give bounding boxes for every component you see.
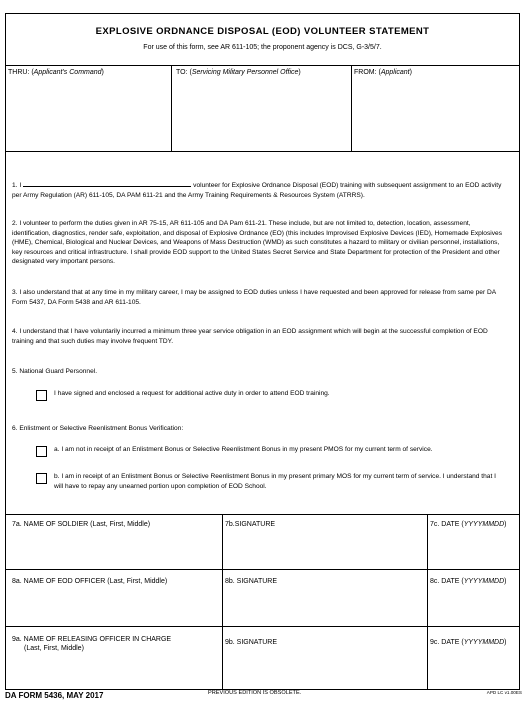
divider	[222, 514, 223, 690]
paragraph-4: 4. I understand that I have voluntarily incurred a minimum three year service obligation in an EOD assignment which will begin at the successful completion of EOD training and that such duties may involve frequent TDY.	[12, 328, 488, 345]
divider	[6, 151, 519, 152]
divider	[6, 514, 519, 515]
national-guard-checkbox[interactable]	[36, 390, 47, 401]
divider	[6, 569, 519, 570]
form-title: EXPLOSIVE ORDNANCE DISPOSAL (EOD) VOLUNTEER STATEMENT	[95, 26, 430, 37]
form-body: EXPLOSIVE ORDNANCE DISPOSAL (EOD) VOLUNTEER STATEMENT For use of this form, see AR 611-105; the proponent agency is DCS, G-3/5/7. THRU: (Applicant's Command) TO: (Servicing Military Personnel Office) FROM: (Applicant) 1. I volunteer for Explosive Ordnance Disposal (EOD) training with subsequent assignment to an EOD activity per Army Regulation (AR) 611-105, DA PAM 611-21 and the Army Training Requirements & Resources System (ATRRS). 2. I volunteer to perform the duties given in AR 75-15, AR 611-105 and DA Pam 611-21. These include, but are not limited to, detection, location, assessment, identification, diagnostics, render safe, exploitation, and disposal of Explosive Ordnance (EO) (this includes Improvised Explosive Devices (IED), Homemade Explosives (HME), Chemical, Biological and Nuclear Devices, and Weapons of Mass Destruction (WMD) as such constitutes a hazard to military or civilian personnel, installations, key resources and critical infrastructure. I shall provide EOD support to the United States Secret Service and State Department for protection of the President and other designated very important persons. 3. I also understand that at any time in my military career, I may be assigned to EOD duties unless I have requested and been approved for release from same per DA Form 5437, DA Form 5438 and AR 611-105. 4. I understand that I have voluntarily incurred a minimum three year service obligation in an EOD assignment which will begin at the successful completion of EOD training and that such duties may involve frequent TDY. 5. National Guard Personnel. I have signed and enclosed a request for additional active duty in order to attend EOD training. 6. Enlistment or Selective Reenlistment Bonus Verification: a. I am not in receipt of an Enlistment Bonus or Selective Reenlistment Bonus in my present PMOS for my current term of service. b. I am in receipt of an Enlistment Bonus or Selective Reenlistment Bonus in my present primary MOS for my current term of service. I understand that I will have to repay any unearned portion upon completion of EOD School. 7a. NAME OF SOLDIER (Last, First, Middle) 7b.SIGNATURE 7c. DATE (YYYYMMDD) 8a. NAME OF EOD OFFICER (Last, First, Middle) 8b. SIGNATURE 8c. DATE (YYYYMMDD) 9a. NAME OF RELEASING OFFICER IN CHARGE (Last, First, Middle) 9b. SIGNATURE 9c. DATE (YYYYMMDD)	[5, 13, 520, 690]
soldier-date-field[interactable]: 7c. DATE (YYYYMMDD)	[430, 521, 507, 528]
soldier-name-field[interactable]: 7a. NAME OF SOLDIER (Last, First, Middle)	[12, 521, 151, 528]
eod-officer-name-field[interactable]: 8a. NAME OF EOD OFFICER (Last, First, Middle)	[12, 578, 168, 585]
divider	[6, 65, 519, 66]
releasing-officer-signature-field[interactable]: 9b. SIGNATURE	[225, 639, 277, 646]
eod-officer-date-field[interactable]: 8c. DATE (YYYYMMDD)	[430, 578, 507, 585]
divider	[427, 514, 428, 690]
releasing-officer-date-field[interactable]: 9c. DATE (YYYYMMDD)	[430, 639, 507, 646]
volunteer-name-field[interactable]	[23, 179, 191, 187]
divider	[6, 626, 519, 627]
from-field[interactable]: FROM: (Applicant)	[354, 69, 412, 76]
version-label: APD LC v1.00ES	[486, 690, 522, 695]
thru-field[interactable]: THRU: (Applicant's Command)	[8, 69, 104, 76]
releasing-officer-name-field[interactable]: 9a. NAME OF RELEASING OFFICER IN CHARGE (Last, First, Middle)	[12, 636, 172, 652]
paragraph-1: 1. I volunteer for Explosive Ordnance Disposal (EOD) training with subsequent assignment to an EOD activity per Army Regulation (AR) 611-105, DA PAM 611-21 and the Army Training Requirements & Resources System (ATRRS).	[12, 179, 509, 200]
paragraph-2: 2. I volunteer to perform the duties given in AR 75-15, AR 611-105 and DA Pam 611-21. These include, but are not limited to, detection, location, assessment, identification, diagnostics, render safe, exploitation, and disposal of Explosive Ordnance (EO) (this includes Improvised Explosive Devices (IED), Homemade Explosives (HME), Chemical, Biological and Nuclear Devices, and Weapons of Mass Destruction (WMD) as such constitutes a hazard to military or civilian personnel, installations, key resources and critical infrastructure. I shall provide EOD support to the United States Secret Service and State Department for protection of the President and other designated very important persons.	[12, 220, 502, 266]
soldier-signature-field[interactable]: 7b.SIGNATURE	[225, 521, 276, 528]
form-number: DA FORM 5436, MAY 2017	[5, 691, 104, 700]
to-field[interactable]: TO: (Servicing Military Personnel Office)	[176, 69, 301, 76]
bonus-a-checkbox[interactable]	[36, 446, 47, 457]
edition-notice: PREVIOUS EDITION IS OBSOLETE.	[208, 690, 302, 696]
divider	[171, 65, 172, 151]
divider	[351, 65, 352, 151]
paragraph-3: 3. I also understand that at any time in my military career, I may be assigned to EOD duties unless I have requested and been approved for release from same per DA Form 5437, DA Form 5438 and AR 611-105.	[12, 289, 496, 306]
bonus-b-checkbox[interactable]	[36, 473, 47, 484]
paragraph-6: 6. Enlistment or Selective Reenlistment Bonus Verification:	[12, 425, 184, 432]
eod-officer-signature-field[interactable]: 8b. SIGNATURE	[225, 578, 277, 585]
form-subtitle: For use of this form, see AR 611-105; the proponent agency is DCS, G-3/5/7.	[143, 44, 382, 51]
paragraph-5: 5. National Guard Personnel.	[12, 368, 98, 375]
